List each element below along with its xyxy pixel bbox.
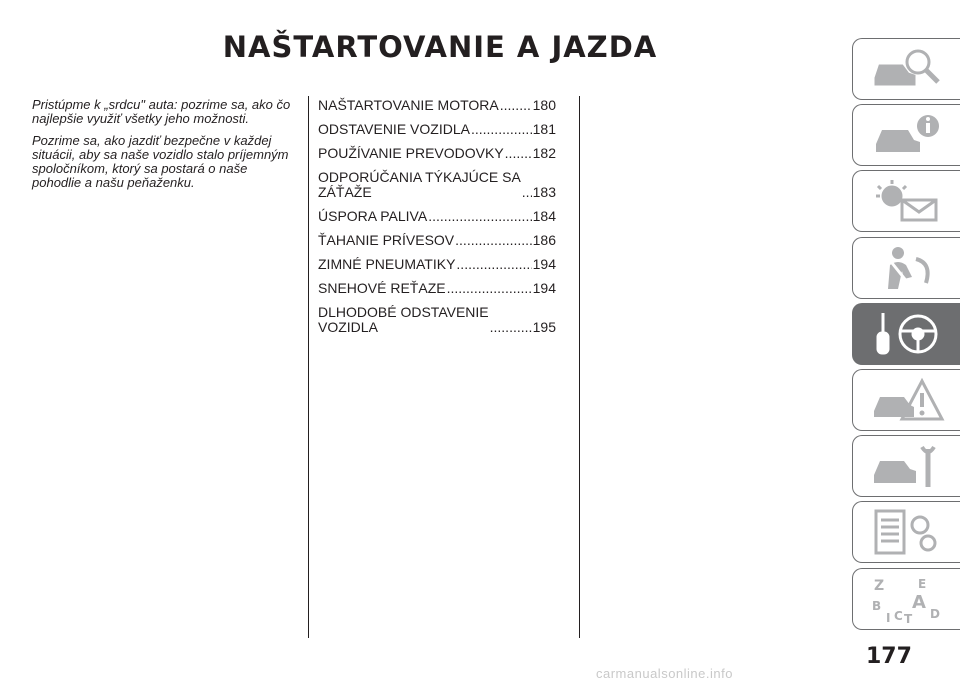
tab-index[interactable]	[852, 568, 960, 630]
seatbelt-airbag-icon	[868, 243, 946, 293]
toc-item[interactable]	[318, 257, 556, 272]
intro-text	[32, 98, 294, 198]
svg-text:Z: Z	[873, 577, 884, 594]
table-of-contents	[318, 98, 556, 344]
toc-item[interactable]	[318, 305, 556, 335]
tab-warning-lights[interactable]	[852, 170, 960, 232]
toc-item[interactable]	[318, 170, 556, 200]
toc-leader	[455, 233, 531, 248]
warning-light-message-icon	[868, 176, 946, 226]
toc-label: ZIMNÉ PNEUMATIKY	[318, 256, 456, 272]
svg-text:A: A	[911, 591, 926, 613]
tab-emergency[interactable]	[852, 369, 960, 431]
page-number: 177	[866, 644, 912, 669]
tab-car-search[interactable]	[852, 38, 960, 100]
page-title: NAŠTARTOVANIE A JAZDA	[222, 30, 658, 64]
toc-item[interactable]	[318, 209, 556, 224]
toc-item[interactable]	[318, 98, 556, 113]
specs-gears-icon	[868, 507, 946, 557]
toc-item[interactable]	[318, 281, 556, 296]
toc-leader	[522, 185, 532, 200]
toc-page: 194	[532, 280, 556, 296]
intro-paragraph: Pristúpme k „srdcu" auta: pozrime sa, ako čo najlepšie využiť všetky jeho možnosti.	[32, 97, 291, 126]
toc-leader	[500, 98, 532, 113]
toc-label: ODPORÚČANIA TÝKAJÚCE SA ZÁŤAŽE	[318, 169, 521, 200]
toc-page: 195	[532, 319, 556, 335]
toc-label: POUŽÍVANIE PREVODOVKY	[318, 145, 504, 161]
toc-label: ODSTAVENIE VOZIDLA	[318, 121, 470, 137]
car-wrench-icon	[868, 441, 946, 491]
toc-label: NAŠTARTOVANIE MOTORA	[318, 97, 499, 113]
toc-item[interactable]	[318, 122, 556, 137]
toc-item[interactable]	[318, 146, 556, 161]
toc-leader	[428, 209, 531, 224]
svg-text:I: I	[885, 610, 890, 624]
column-divider	[308, 96, 309, 638]
toc-leader	[490, 320, 532, 335]
intro-paragraph: Pozrime sa, ako jazdiť bezpečne v každej situácii, aby sa naše vozidlo stalo príjemným spoločníkom, ktorý sa postará o naše pohodlie a našu peňaženku.	[32, 133, 289, 190]
toc-page: 186	[532, 232, 556, 248]
svg-text:T: T	[903, 611, 912, 624]
tab-safety[interactable]	[852, 237, 960, 299]
toc-page: 182	[532, 145, 556, 161]
watermark: carmanualsonline.info	[596, 666, 733, 681]
toc-leader	[447, 281, 532, 296]
tab-maintenance[interactable]	[852, 435, 960, 497]
car-search-icon	[868, 44, 946, 94]
toc-item[interactable]	[318, 233, 556, 248]
column-divider	[579, 96, 580, 638]
tab-technical-data[interactable]	[852, 501, 960, 563]
toc-page: 180	[532, 97, 556, 113]
svg-text:C: C	[893, 608, 903, 623]
svg-text:E: E	[917, 576, 926, 591]
svg-text:B: B	[871, 598, 881, 613]
toc-page: 184	[532, 208, 556, 224]
car-warning-icon	[868, 375, 946, 425]
car-info-icon	[868, 110, 946, 160]
toc-label: DLHODOBÉ ODSTAVENIE VOZIDLA	[318, 304, 489, 335]
alphabet-index-icon	[868, 574, 946, 624]
toc-page: 183	[532, 184, 556, 200]
svg-text:D: D	[929, 606, 940, 621]
toc-label: ÚSPORA PALIVA	[318, 208, 428, 224]
toc-leader	[456, 257, 531, 272]
toc-label: SNEHOVÉ REŤAZE	[318, 280, 446, 296]
tab-starting-driving[interactable]	[852, 303, 960, 365]
toc-leader	[505, 146, 532, 161]
chapter-tabs	[852, 38, 960, 634]
toc-page: 194	[532, 256, 556, 272]
key-steering-wheel-icon	[868, 309, 946, 359]
tab-car-info[interactable]	[852, 104, 960, 166]
toc-label: ŤAHANIE PRÍVESOV	[318, 232, 455, 248]
toc-leader	[471, 122, 532, 137]
toc-page: 181	[532, 121, 556, 137]
